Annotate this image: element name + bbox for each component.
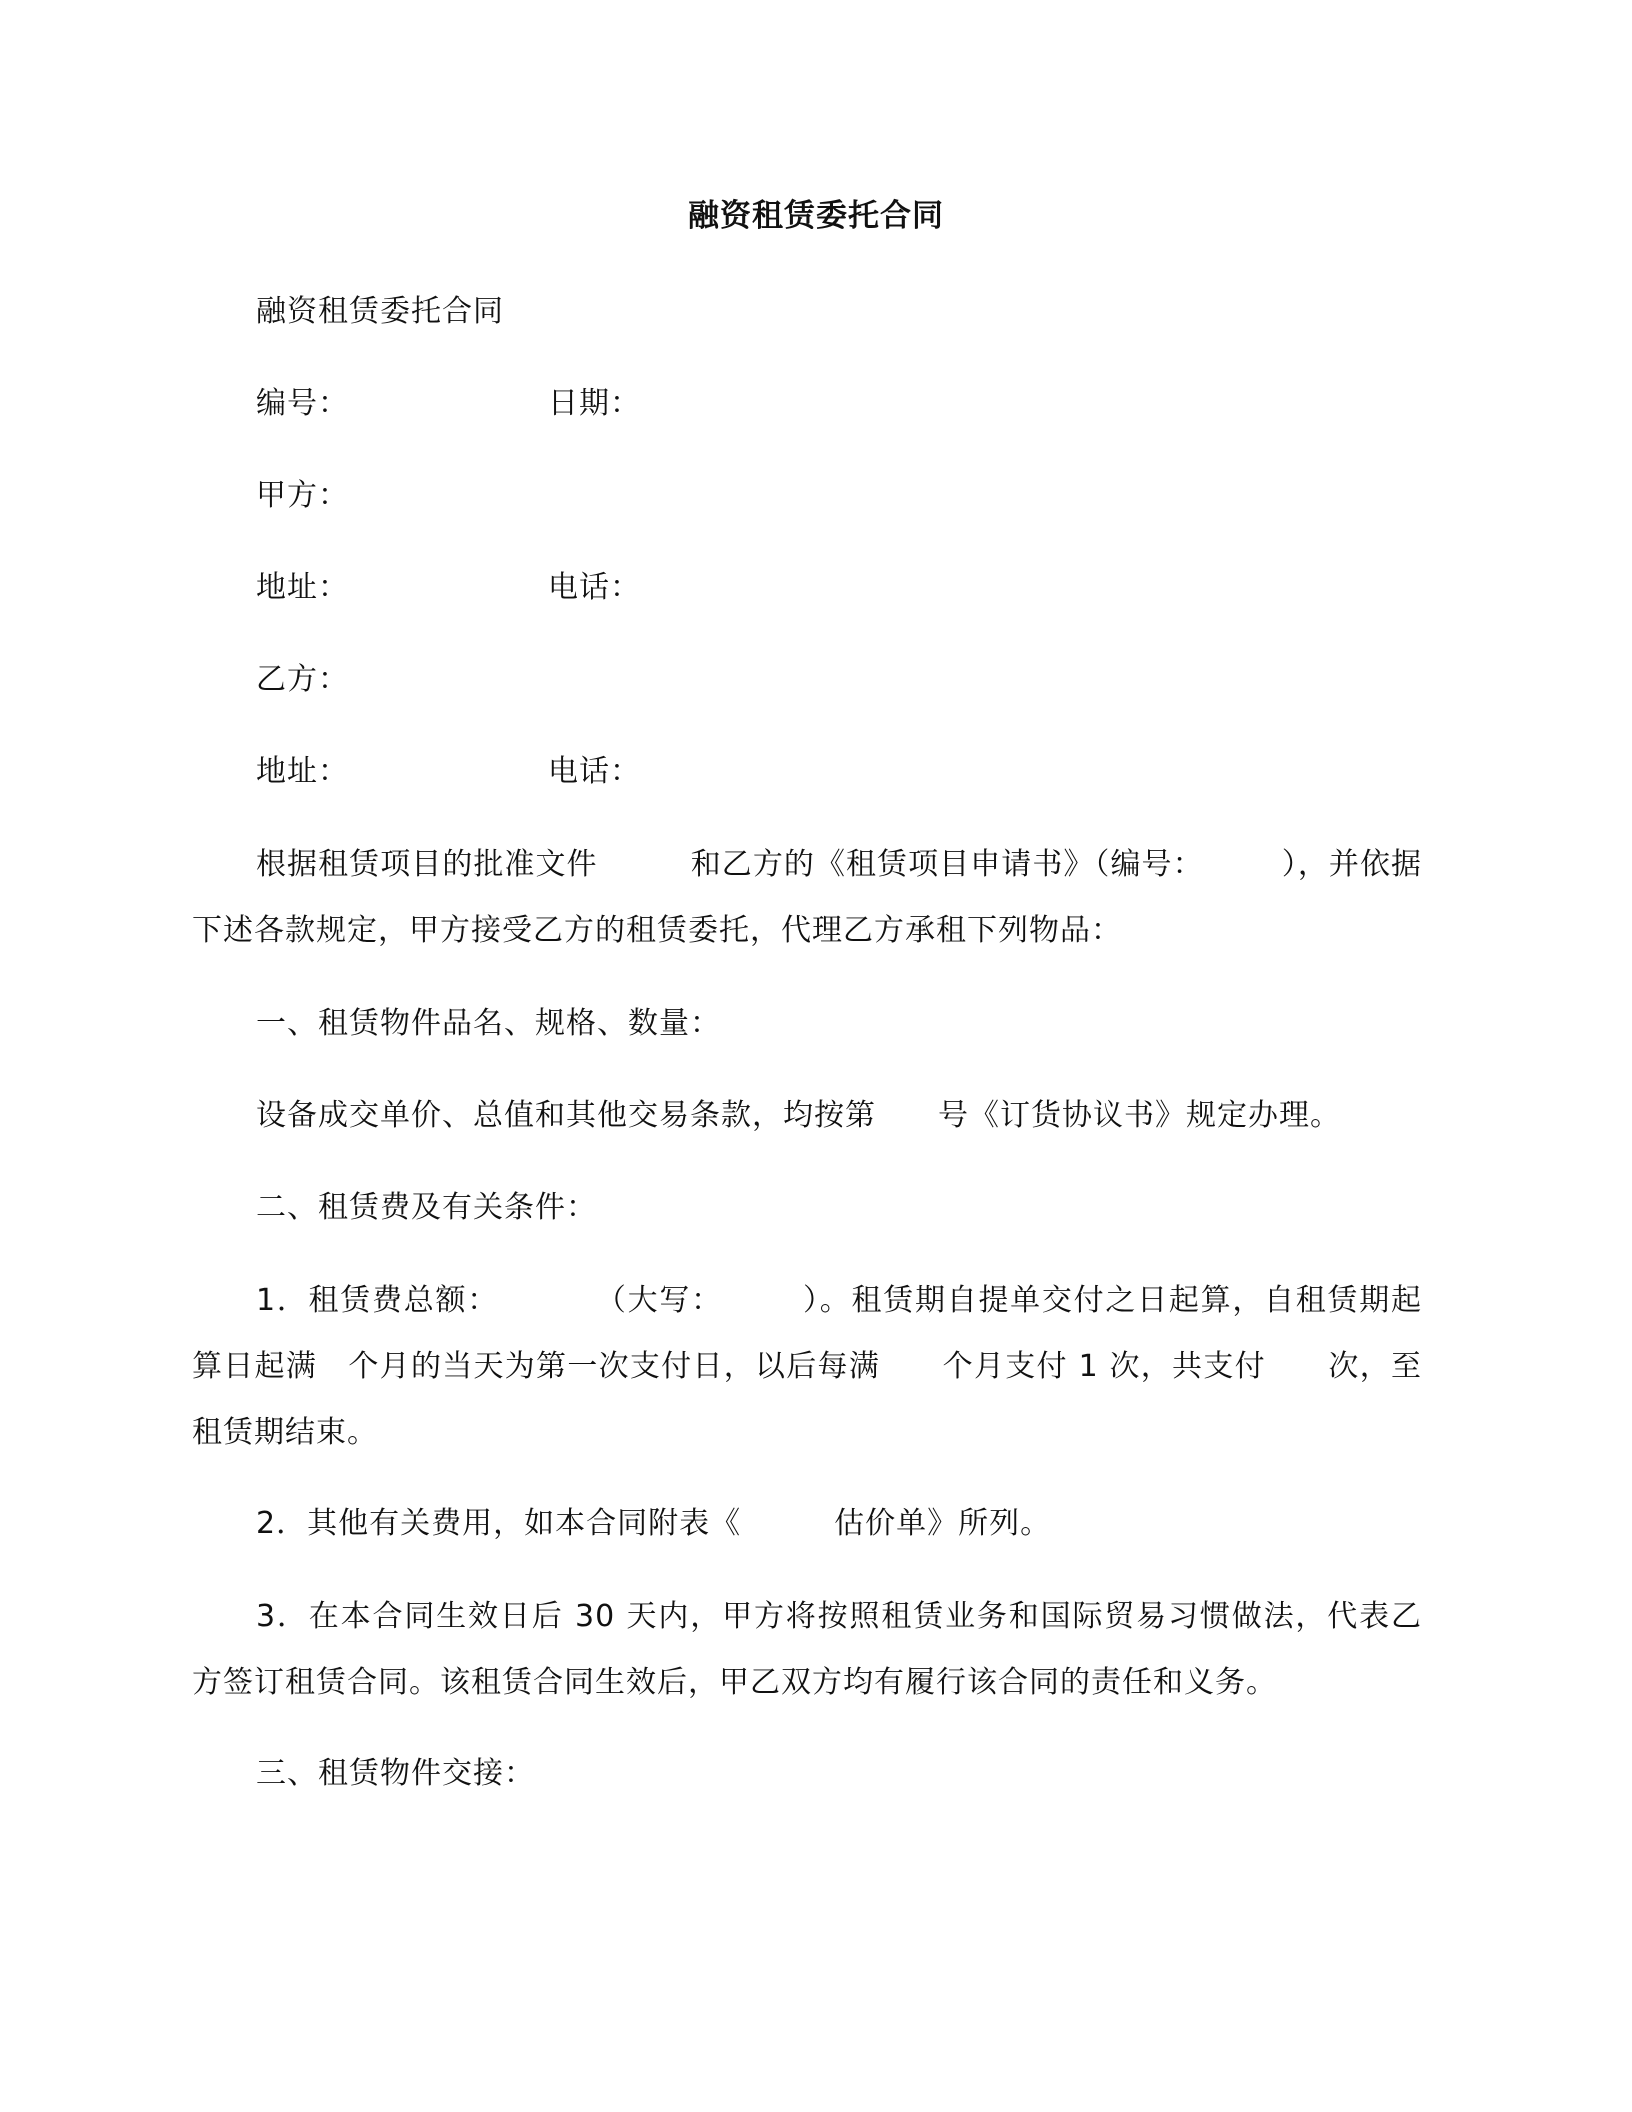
document-title: 融资租赁委托合同 [688, 198, 944, 234]
date-label: 日期： [548, 386, 641, 421]
document-subtitle: 融资租赁委托合同 [256, 294, 504, 329]
section-3-heading: 三、租赁物件交接： [256, 1756, 535, 1791]
clause-2-paragraph: 2．其他有关费用，如本合同附表《 估价单》所列。 [256, 1506, 1052, 1541]
party-a-phone-label: 电话： [548, 570, 641, 605]
clause-1-paragraph: 1．租赁费总额： （大写： ）。租赁期自提单交付之日起算，自租赁期起算日起满 个月的当天为第一次支付日，以后每满 个月支付 1 次，共支付 次，至租赁期结束。 [192, 1283, 1422, 1450]
preamble-paragraph: 根据租赁项目的批准文件 和乙方的《租赁项目申请书》（编号： ），并依据下述各款规定，甲方接受乙方的租赁委托，代理乙方承租下列物品： [192, 847, 1422, 948]
party-b-address-label: 地址： [256, 754, 349, 789]
clause-3-paragraph: 3．在本合同生效日后 30 天内，甲方将按照租赁业务和国际贸易习惯做法，代表乙方签订租赁合同。该租赁合同生效后，甲乙双方均有履行该合同的责任和义务。 [192, 1599, 1422, 1700]
section-1-text: 设备成交单价、总值和其他交易条款，均按第 号《订货协议书》规定办理。 [256, 1098, 1341, 1133]
party-b-phone-label: 电话： [548, 754, 641, 789]
number-label: 编号： [256, 386, 349, 421]
section-1-heading: 一、租赁物件品名、规格、数量： [256, 1006, 721, 1041]
party-b-label: 乙方： [256, 662, 349, 697]
section-2-heading: 二、租赁费及有关条件： [256, 1190, 597, 1225]
party-a-address-label: 地址： [256, 570, 349, 605]
party-a-label: 甲方： [256, 478, 349, 513]
